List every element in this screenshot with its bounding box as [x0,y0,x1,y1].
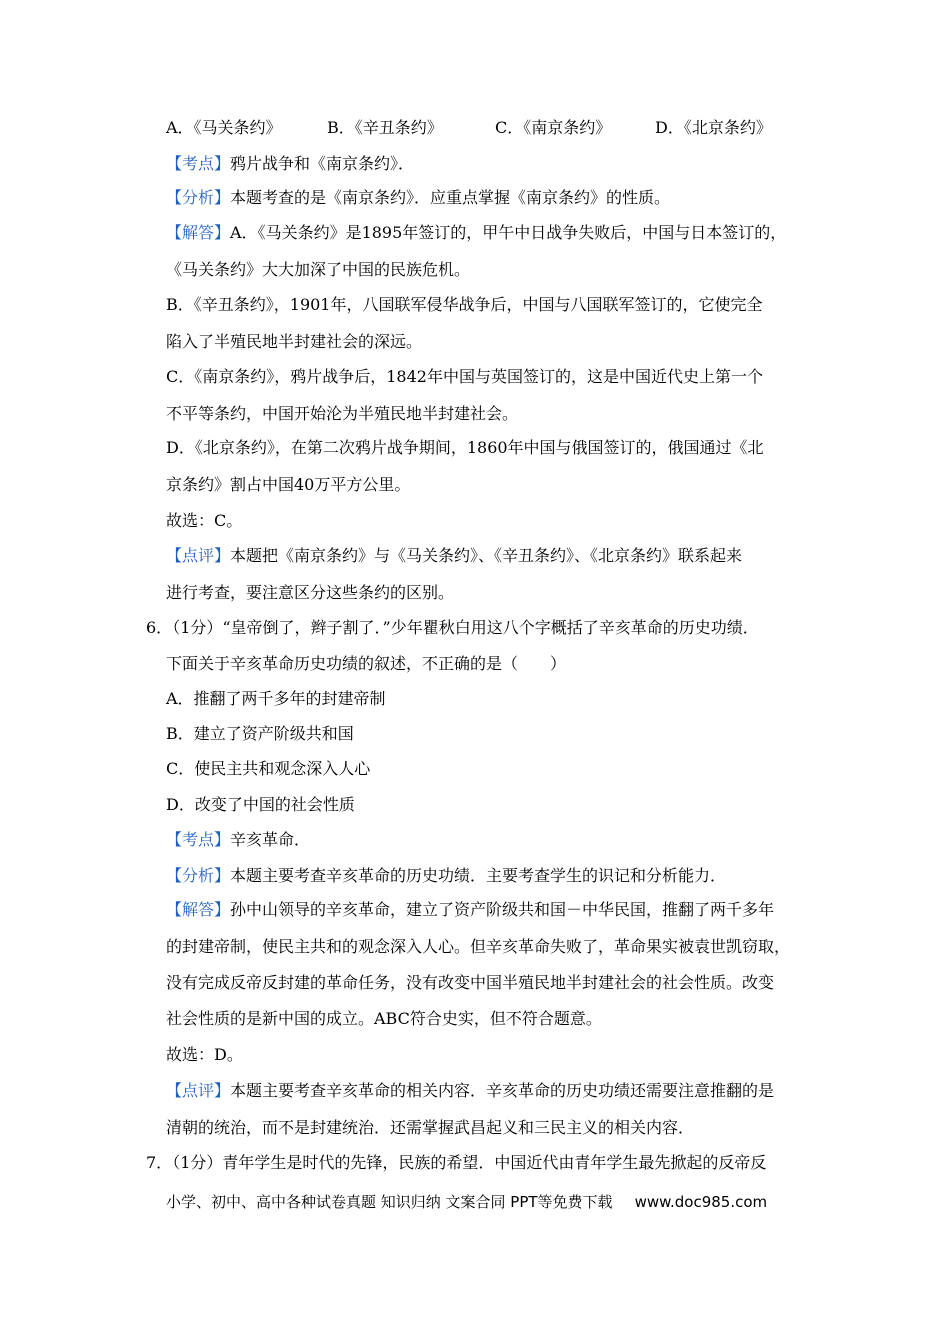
footer-url[interactable]: www.doc985.com [634,1193,768,1211]
kaodian-tag: 【考点】 [166,154,231,173]
q5-jieda-line: 陷入了半殖民地半封建社会的深远。 [166,332,423,351]
q5-fenxi: 【分析】本题考查的是《南京条约》．应重点掌握《南京条约》的性质。 [166,188,671,207]
q5-jieda-line: 《马关条约》大大加深了中国的民族危机。 [166,260,471,279]
q6-stem: 6．（1分）“皇帝倒了，辫子割了．”少年瞿秋白用这八个字概括了辛亥革命的历史功绩． [146,618,759,637]
q5-kaodian: 【考点】鸦片战争和《南京条约》． [166,154,415,173]
q5-option-d: D．《北京条约》 [655,118,772,137]
q6-fenxi: 【分析】本题主要考查辛亥革命的历史功绩．主要考查学生的识记和分析能力． [166,866,727,885]
page-footer [166,1191,767,1212]
q6-jieda-line: 社会性质的是新中国的成立。ABC符合史实，但不符合题意。 [166,1009,602,1028]
q5-option-b: B．《辛丑条约》 [327,118,443,137]
dianping-tag: 【点评】 [166,1081,231,1100]
q6-option-c: C．使民主共和观念深入人心 [166,759,371,778]
jieda-tag: 【解答】 [166,900,231,919]
q6-jieda: 【解答】孙中山领导的辛亥革命，建立了资产阶级共和国－中华民国，推翻了两千多年 [166,900,775,919]
q6-option-d: D．改变了中国的社会性质 [166,795,355,814]
q6-answer: 故选：D。 [166,1045,243,1064]
fenxi-tag: 【分析】 [166,866,231,885]
q6-stem-line: 下面关于辛亥革命历史功绩的叙述，不正确的是（ ） [166,654,567,673]
q6-option-b: B．建立了资产阶级共和国 [166,724,354,743]
q6-jieda-line: 没有完成反帝反封建的革命任务，没有改变中国半殖民地半封建社会的社会性质。改变 [166,973,775,992]
q5-dianping: 【点评】本题把《南京条约》与《马关条约》、《辛丑条约》、《北京条约》联系起来 [166,546,743,565]
q5-jieda-line: D．《北京条约》，在第二次鸦片战争期间，1860年中国与俄国签订的，俄国通过《北 [166,438,764,457]
q5-jieda-line: B．《辛丑条约》，1901年，八国联军侵华战争后，中国与八国联军签订的，它使完全 [166,295,763,314]
kaodian-tag: 【考点】 [166,830,231,849]
q7-stem: 7．（1分）青年学生是时代的先锋，民族的希望．中国近代由青年学生最先掀起的反帝反 [146,1153,767,1172]
q6-jieda-line: 的封建帝制，使民主共和的观念深入人心。但辛亥革命失败了，革命果实被袁世凯窃取， [166,937,791,956]
footer-text: 小学、初中、高中各种试卷真题 知识归纳 文案合同 PPT等免费下载 [166,1193,613,1211]
q5-option-c: C．《南京条约》 [495,118,612,137]
q5-dianping-line: 进行考查，要注意区分这些条约的区别。 [166,583,455,602]
q7-number: 7． [146,1153,173,1172]
q6-dianping: 【点评】本题主要考查辛亥革命的相关内容．辛亥革命的历史功绩还需要注意推翻的是 [166,1081,775,1100]
q5-jieda-line: 不平等条约，中国开始沦为半殖民地半封建社会。 [166,404,519,423]
q5-jieda-line: 京条约》割占中国40万平方公里。 [166,475,411,494]
jieda-tag: 【解答】 [166,223,231,242]
q6-kaodian: 【考点】辛亥革命． [166,830,311,849]
dianping-tag: 【点评】 [166,546,231,565]
q6-dianping-line: 清朝的统治，而不是封建统治．还需掌握武昌起义和三民主义的相关内容． [166,1118,695,1137]
q5-answer: 故选：C。 [166,511,243,530]
fenxi-tag: 【分析】 [166,188,231,207]
q5-jieda: 【解答】A．《马关条约》是1895年签订的，甲午中日战争失败后，中国与日本签订的， [166,223,787,242]
q6-number: 6． [146,618,173,637]
q6-option-a: A．推翻了两千多年的封建帝制 [166,689,386,708]
q5-option-a: A．《马关条约》 [166,118,282,137]
q5-jieda-line: C．《南京条约》，鸦片战争后，1842年中国与英国签订的，这是中国近代史上第一个 [166,367,763,386]
